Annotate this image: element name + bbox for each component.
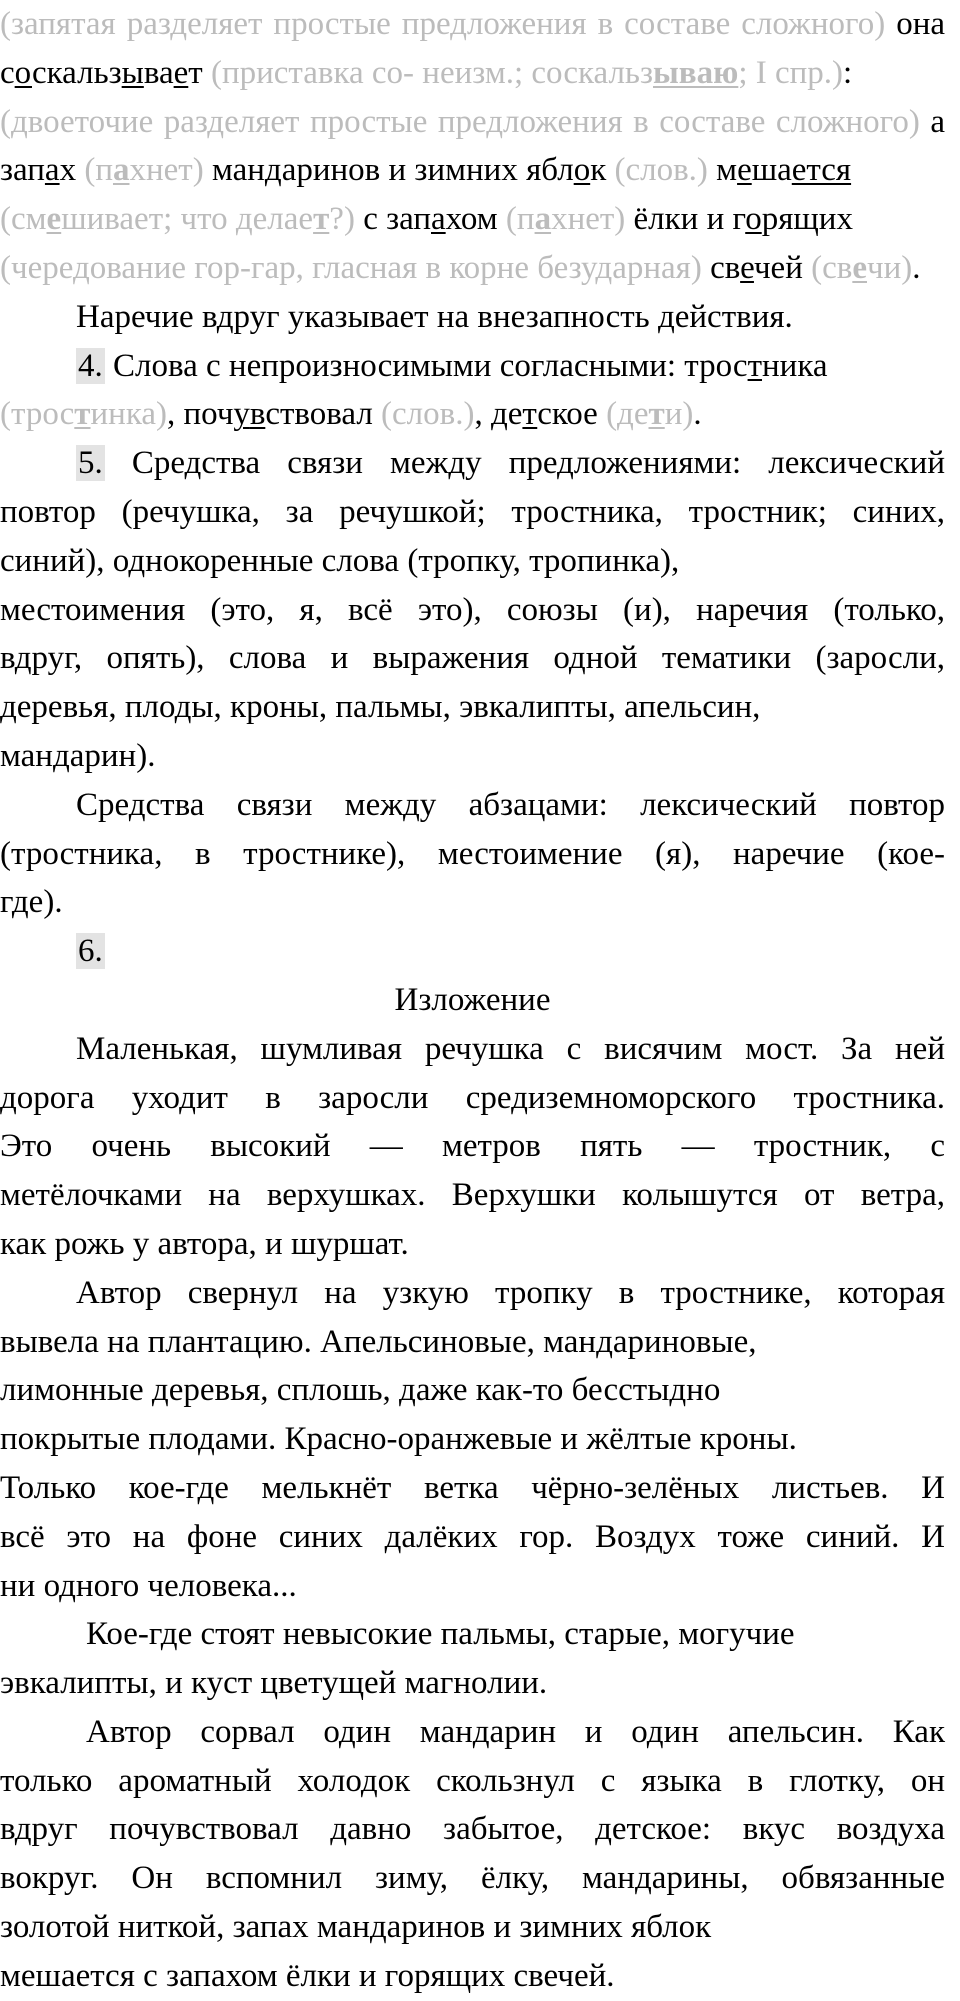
- grey-comment: чи): [866, 249, 913, 286]
- grey-comment: (см: [0, 201, 47, 238]
- text-fragment: ское: [537, 396, 598, 433]
- item-number: 6.: [78, 933, 103, 970]
- text-fragment: ствовал: [265, 396, 373, 433]
- grey-comment: (слов.): [606, 152, 708, 189]
- text-fragment: скальз: [31, 54, 122, 91]
- grey-underlined-ending: ываю: [653, 54, 739, 91]
- analysis-line-4: [0, 146, 945, 195]
- text-fragment: :: [843, 54, 853, 91]
- text-fragment: рящих: [761, 201, 853, 238]
- grey-comment: (слов.): [372, 396, 475, 433]
- underlined-letter: а: [44, 152, 60, 189]
- text-fragment: к: [590, 152, 607, 189]
- grey-comment: (двоеточие разделяет простые предложения в составе сложного): [0, 103, 920, 140]
- text-fragment: с: [0, 54, 15, 91]
- grey-comment: (п: [497, 201, 535, 238]
- underlined-letter: е: [740, 249, 754, 286]
- grey-comment: хнет): [551, 201, 626, 238]
- essay-p1-line: Это очень высокий — метров пять — тростник, с: [0, 1128, 945, 1165]
- grey-comment: инка): [90, 396, 168, 433]
- essay-p2-line: вывела на плантацию. Апельсиновые, мандариновые,: [0, 1323, 757, 1360]
- grey-underlined-letter: т: [74, 396, 91, 433]
- text-fragment: ёлки и г: [625, 201, 746, 238]
- analysis-line-2: [0, 49, 945, 98]
- text-fragment: ника: [762, 347, 828, 384]
- adverb-note: Наречие вдруг указывает на внезапность действия.: [76, 298, 793, 335]
- item-5-line: вдруг, опять), слова и выражения одной тематики (заросли,: [0, 640, 945, 677]
- underlined-letter: ы: [121, 54, 144, 91]
- grey-comment: ?): [329, 201, 355, 238]
- item-number: 5.: [78, 445, 103, 482]
- essay-p3-line: эвкалипты, и куст цветущей магнолии.: [0, 1665, 548, 1702]
- grey-underlined-letter: е: [852, 249, 867, 286]
- text-fragment: хом: [445, 201, 498, 238]
- analysis-line-1: [0, 0, 945, 49]
- item-5-line: синий), однокоренные слова (тропку, тропинка),: [0, 542, 680, 579]
- text-fragment: .: [912, 249, 921, 286]
- grey-underlined-letter: т: [648, 396, 665, 433]
- grey-underlined-letter: е: [46, 201, 62, 238]
- essay-p1-line: как рожь у автора, и шуршат.: [0, 1225, 409, 1262]
- underlined-letter: о: [573, 152, 591, 189]
- item-5-line-1: [0, 439, 945, 488]
- grey-comment: (трос: [0, 396, 75, 433]
- grey-comment: (чередование гор-гар, гласная в корне безударная): [0, 249, 702, 286]
- text-fragment: зап: [0, 152, 45, 189]
- essay-p2-line: всё это на фоне синих далёких гор. Воздух тоже синий. И: [0, 1518, 945, 1555]
- essay-p3-line: Кое-где стоят невысокие пальмы, старые, могучие: [86, 1616, 795, 1653]
- grey-comment: хнет): [129, 152, 204, 189]
- essay-p2-line: ни одного человека...: [0, 1567, 297, 1604]
- text-fragment: .: [693, 396, 702, 433]
- essay-p1-line: Маленькая, шумливая речушка с висячим мост. За ней: [76, 1030, 945, 1067]
- between-paragraphs-line: где).: [0, 884, 63, 921]
- text-fragment: Средства связи между предложениями: лексический: [104, 445, 945, 482]
- underlined-letter: у: [233, 396, 250, 433]
- essay-p2-line: покрытые плодами. Красно-оранжевые и жёлтые кроны.: [0, 1421, 797, 1458]
- item-4-line-2: [0, 390, 945, 439]
- essay-p1-line: метёлочками на верхушках. Верхушки колышутся от ветра,: [0, 1177, 945, 1214]
- text-fragment: а: [919, 103, 945, 140]
- essay-p4-line: вокруг. Он вспомнил зиму, ёлку, мандарины, обвязанные: [0, 1860, 945, 1897]
- text-fragment: ва: [143, 54, 174, 91]
- item-5-line: мандарин).: [0, 737, 156, 774]
- underlined-letter: т: [747, 347, 762, 384]
- text-fragment: х: [59, 152, 77, 189]
- essay-p4-line: мешается с запахом ёлки и горящих свечей.: [0, 1957, 615, 1994]
- grey-underlined-letter: т: [313, 201, 330, 238]
- grey-comment: шивает; что делае: [61, 201, 314, 238]
- grey-comment: (п: [76, 152, 113, 189]
- between-paragraphs-line: Средства связи между абзацами: лексический повтор: [76, 786, 945, 823]
- essay-p4-line: Автор сорвал один мандарин и один апельсин. Как: [86, 1713, 945, 1750]
- essay-p1-line: дорога уходит в заросли средиземноморского тростника.: [0, 1079, 945, 1116]
- grey-underlined-letter: а: [112, 152, 130, 189]
- item-5-line: повтор (речушка, за речушкой; тростника, тростник; синих,: [0, 493, 945, 530]
- essay-p4-line: золотой ниткой, запах мандаринов и зимних яблок: [0, 1909, 712, 1946]
- underlined-letter: е: [173, 54, 189, 91]
- underlined-letter: е: [737, 152, 752, 189]
- text-fragment: чей: [753, 249, 803, 286]
- grey-comment: ; I спр.): [738, 54, 844, 91]
- text-fragment: ша: [751, 152, 792, 189]
- underlined-letter: о: [14, 54, 32, 91]
- underlined-ending: ется: [791, 152, 852, 189]
- text-fragment: св: [701, 249, 741, 286]
- essay-p2-line: Только кое-где мелькнёт ветка чёрно-зелёных листьев. И: [0, 1469, 945, 1506]
- analysis-line-3: [0, 98, 945, 147]
- analysis-line-6: [0, 244, 945, 293]
- essay-p4-line: только ароматный холодок скользнул с языка в глотку, он: [0, 1762, 945, 1799]
- between-paragraphs-line: (тростника, в тростнике), местоимение (я), наречие (кое-: [0, 835, 945, 872]
- text-fragment: , де: [474, 396, 523, 433]
- grey-comment: (де: [597, 396, 649, 433]
- essay-p2-line: Автор свернул на узкую тропку в тростнике, которая: [76, 1274, 945, 1311]
- text-fragment: Слова с непроизносимыми согласными: трос: [104, 347, 748, 384]
- underlined-letter: в: [249, 396, 266, 433]
- grey-underlined-letter: а: [534, 201, 552, 238]
- grey-comment: (запятая разделяет простые предложения в составе сложного): [0, 6, 886, 42]
- text-fragment: мандаринов и зимних ябл: [203, 152, 574, 189]
- item-5-line: деревья, плоды, кроны, пальмы, эвкалипты, апельсин,: [0, 689, 761, 726]
- analysis-line-5: [0, 195, 945, 244]
- essay-p2-line: лимонные деревья, сплошь, даже как-то бесстыдно: [0, 1372, 721, 1409]
- text-fragment: , поч: [167, 396, 234, 433]
- text-fragment: она: [885, 6, 946, 42]
- text-fragment: м: [707, 152, 738, 189]
- text-fragment: с зап: [354, 201, 431, 238]
- text-fragment: т: [188, 54, 203, 91]
- essay-title: Изложение: [394, 981, 551, 1018]
- item-4-line-1: [0, 342, 945, 391]
- grey-comment: (св: [802, 249, 853, 286]
- underlined-letter: а: [431, 201, 446, 238]
- essay-p4-line: вдруг почувствовал давно забытое, детское: вкус воздуха: [0, 1811, 945, 1848]
- item-number: 4.: [78, 347, 103, 384]
- grey-comment: (приставка со- неизм.; соскальз: [202, 54, 654, 91]
- underlined-letter: т: [522, 396, 538, 433]
- grey-comment: и): [664, 396, 694, 433]
- underlined-letter: о: [745, 201, 762, 238]
- item-5-line: местоимения (это, я, всё это), союзы (и), наречия (только,: [0, 591, 945, 628]
- item-6-line: [0, 927, 945, 976]
